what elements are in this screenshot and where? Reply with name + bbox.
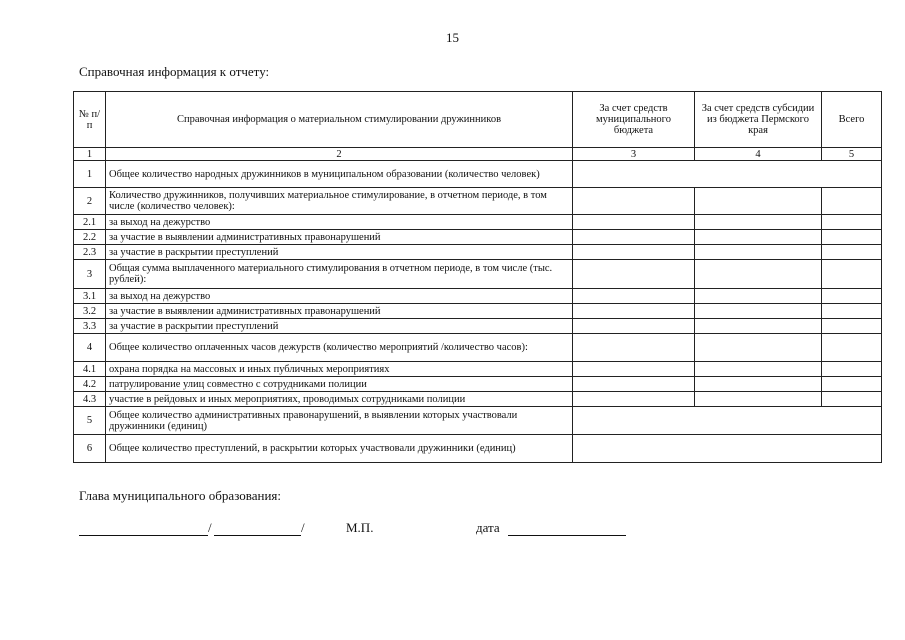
row-number: 2.1 [74, 215, 106, 230]
row-description: за участие в выявлении административных правонарушений [106, 304, 573, 319]
signature-line[interactable] [79, 535, 208, 536]
stamp-label: М.П. [346, 520, 374, 535]
row-number: 2.3 [74, 245, 106, 260]
column-number: 2 [106, 148, 573, 161]
date-label: дата [476, 520, 500, 535]
row-number: 6 [74, 435, 106, 463]
value-cell [695, 334, 822, 362]
table-row [74, 407, 882, 435]
table-row [74, 260, 882, 289]
row-description: Количество дружинников, получивших материальное стимулирование, в отчетном периоде, в том числе (количество человек): [106, 188, 573, 215]
column-number: 3 [573, 148, 695, 161]
table-row [74, 377, 882, 392]
value-cell [695, 215, 822, 230]
table-row [74, 319, 882, 334]
table-row [74, 392, 882, 407]
row-number: 3 [74, 260, 106, 289]
row-description: за участие в раскрытии преступлений [106, 245, 573, 260]
column-number: 4 [695, 148, 822, 161]
value-cell [573, 304, 695, 319]
table-row [74, 188, 882, 215]
table-row [74, 245, 882, 260]
header-regional-subsidy: За счет средств субсидии из бюджета Пермского края [695, 92, 822, 148]
value-cell [822, 289, 882, 304]
date-line[interactable] [508, 535, 626, 536]
row-description: Общее количество административных правонарушений, в выявлении которых участвовали дружинники (единиц) [106, 407, 573, 435]
value-cell [695, 392, 822, 407]
value-cell [573, 230, 695, 245]
value-cell [822, 334, 882, 362]
value-cell [695, 260, 822, 289]
table-row [74, 215, 882, 230]
value-cell [573, 289, 695, 304]
row-description: участие в рейдовых и иных мероприятиях, проводимых сотрудниками полиции [106, 392, 573, 407]
value-cell [573, 245, 695, 260]
value-cell [695, 377, 822, 392]
column-number: 1 [74, 148, 106, 161]
value-cell [822, 392, 882, 407]
table-row [74, 435, 882, 463]
name-line[interactable] [214, 535, 301, 536]
value-cell [822, 377, 882, 392]
table-row [74, 289, 882, 304]
row-number: 4.3 [74, 392, 106, 407]
header-number: № п/п [74, 92, 106, 148]
header-description: Справочная информация о материальном стимулировании дружинников [106, 92, 573, 148]
value-cell [573, 188, 695, 215]
row-number: 1 [74, 161, 106, 188]
row-description: Общее количество оплаченных часов дежурств (количество мероприятий /количество часов): [106, 334, 573, 362]
value-cell [822, 188, 882, 215]
value-cell [573, 392, 695, 407]
row-description: за участие в выявлении административных правонарушений [106, 230, 573, 245]
value-cell [573, 215, 695, 230]
value-cell [573, 362, 695, 377]
value-cell [822, 260, 882, 289]
row-number: 3.3 [74, 319, 106, 334]
value-cell [822, 215, 882, 230]
value-cell [573, 260, 695, 289]
value-cell [695, 230, 822, 245]
row-number: 3.2 [74, 304, 106, 319]
row-description: Общее количество народных дружинников в муниципальном образовании (количество человек) [106, 161, 573, 188]
value-cell [822, 362, 882, 377]
value-cell [573, 161, 882, 188]
row-description: за выход на дежурство [106, 289, 573, 304]
row-description: Общее количество преступлений, в раскрытии которых участвовали дружинники (единиц) [106, 435, 573, 463]
table-row [74, 334, 882, 362]
signature-separator: / [208, 520, 212, 535]
value-cell [695, 289, 822, 304]
row-number: 2 [74, 188, 106, 215]
value-cell [573, 319, 695, 334]
row-description: за участие в раскрытии преступлений [106, 319, 573, 334]
value-cell [573, 407, 882, 435]
value-cell [822, 245, 882, 260]
value-cell [573, 334, 695, 362]
value-cell [695, 304, 822, 319]
table-row [74, 161, 882, 188]
value-cell [695, 319, 822, 334]
value-cell [695, 188, 822, 215]
value-cell [822, 304, 882, 319]
row-number: 4.2 [74, 377, 106, 392]
value-cell [822, 230, 882, 245]
column-number-row [74, 148, 882, 161]
value-cell [822, 319, 882, 334]
table-header-row [74, 92, 882, 148]
column-number: 5 [822, 148, 882, 161]
table-row [74, 362, 882, 377]
value-cell [573, 377, 695, 392]
row-number: 4 [74, 334, 106, 362]
row-number: 2.2 [74, 230, 106, 245]
row-description: Общая сумма выплаченного материального стимулирования в отчетном периоде, в том числе (тыс. рублей): [106, 260, 573, 289]
table-row [74, 230, 882, 245]
signature-title: Глава муниципального образования: [79, 488, 281, 503]
header-municipal-budget: За счет средств муниципального бюджета [573, 92, 695, 148]
value-cell [695, 362, 822, 377]
reference-info-table [73, 91, 882, 463]
row-description: патрулирование улиц совместно с сотрудниками полиции [106, 377, 573, 392]
row-number: 5 [74, 407, 106, 435]
header-total: Всего [822, 92, 882, 148]
name-separator: / [301, 520, 305, 535]
row-description: охрана порядка на массовых и иных публичных мероприятиях [106, 362, 573, 377]
page-heading: Справочная информация к отчету: [79, 64, 270, 79]
page-number: 15 [446, 30, 459, 45]
value-cell [573, 435, 882, 463]
row-number: 3.1 [74, 289, 106, 304]
row-number: 4.1 [74, 362, 106, 377]
value-cell [695, 245, 822, 260]
table-row [74, 304, 882, 319]
row-description: за выход на дежурство [106, 215, 573, 230]
